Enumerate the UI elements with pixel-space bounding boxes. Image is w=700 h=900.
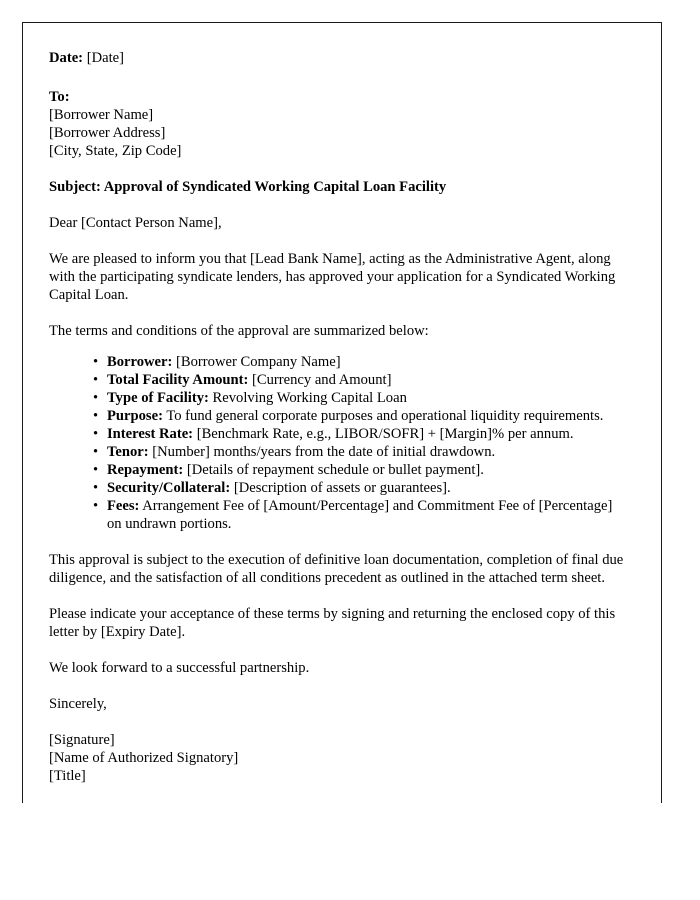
- term-value: To fund general corporate purposes and operational liquidity requirements.: [166, 408, 604, 424]
- date-value: [Date]: [86, 50, 124, 66]
- intro-paragraph: We are pleased to inform you that [Lead Bank Name], acting as the Administrative Agent, along with the participating syndicate lenders, has approved your application for a Syndicated Working Capital Loan.: [49, 251, 616, 303]
- list-item: [93, 389, 628, 407]
- spacer: [49, 232, 628, 250]
- spacer: [49, 160, 628, 178]
- term-value: Revolving Working Capital Loan: [212, 390, 407, 406]
- term-label: Borrower:: [107, 354, 173, 370]
- recipient-block: [49, 88, 628, 160]
- term-value: [Benchmark Rate, e.g., LIBOR/SOFR] + [Margin]% per annum.: [196, 426, 574, 442]
- recipient-line-2: [Borrower Address]: [49, 125, 166, 141]
- salutation: Dear [Contact Person Name],: [49, 215, 222, 231]
- spacer: [49, 196, 628, 214]
- list-item: [93, 443, 628, 461]
- term-label: Purpose:: [107, 408, 163, 424]
- list-item: [93, 461, 628, 479]
- spacer: [49, 587, 628, 605]
- term-label: Interest Rate:: [107, 426, 194, 442]
- letter-content: [23, 23, 661, 785]
- sign-off: Sincerely,: [49, 696, 107, 712]
- signatory-title: [Title]: [49, 768, 86, 784]
- terms-list: [49, 353, 628, 533]
- term-label: Total Facility Amount:: [107, 372, 249, 388]
- list-item: [93, 407, 628, 425]
- spacer: [49, 67, 628, 88]
- signature-block: [49, 731, 628, 785]
- recipient-line-3: [City, State, Zip Code]: [49, 143, 182, 159]
- acceptance-paragraph: Please indicate your acceptance of these terms by signing and returning the enclosed copy of this letter by [Expiry Date].: [49, 606, 616, 640]
- spacer: [49, 304, 628, 322]
- spacer: [49, 641, 628, 659]
- letter-page: [22, 22, 662, 803]
- spacer: [49, 677, 628, 695]
- term-value: [Details of repayment schedule or bullet payment].: [186, 462, 484, 478]
- signatory-name: [Name of Authorized Signatory]: [49, 750, 239, 766]
- term-value: [Currency and Amount]: [252, 372, 392, 388]
- date-line: [49, 49, 628, 67]
- term-label: Repayment:: [107, 462, 184, 478]
- term-label: Tenor:: [107, 444, 149, 460]
- term-value: [Number] months/years from the date of initial drawdown.: [152, 444, 496, 460]
- list-item: [93, 371, 628, 389]
- term-label: Type of Facility:: [107, 390, 209, 406]
- signature-placeholder: [Signature]: [49, 732, 115, 748]
- term-value: Arrangement Fee of [Amount/Percentage] and Commitment Fee of [Percentage] on undrawn portions.: [107, 498, 613, 532]
- conditions-paragraph: This approval is subject to the execution of definitive loan documentation, completion of final due diligence, and the satisfaction of all conditions precedent as outlined in the attached term sheet.: [49, 552, 624, 586]
- list-item: [93, 497, 628, 533]
- spacer: [49, 713, 628, 731]
- term-value: [Borrower Company Name]: [176, 354, 341, 370]
- date-label: Date:: [49, 50, 84, 66]
- list-item: [93, 353, 628, 371]
- closing-paragraph: We look forward to a successful partnership.: [49, 660, 310, 676]
- terms-lead-in: The terms and conditions of the approval are summarized below:: [49, 323, 429, 339]
- spacer: [49, 533, 628, 551]
- spacer: [49, 340, 628, 353]
- term-label: Security/Collateral:: [107, 480, 231, 496]
- subject-line: Subject: Approval of Syndicated Working Capital Loan Facility: [49, 179, 447, 195]
- list-item: [93, 479, 628, 497]
- term-value: [Description of assets or guarantees].: [233, 480, 451, 496]
- recipient-heading: To:: [49, 89, 70, 105]
- recipient-line-1: [Borrower Name]: [49, 107, 154, 123]
- term-label: Fees:: [107, 498, 140, 514]
- list-item: [93, 425, 628, 443]
